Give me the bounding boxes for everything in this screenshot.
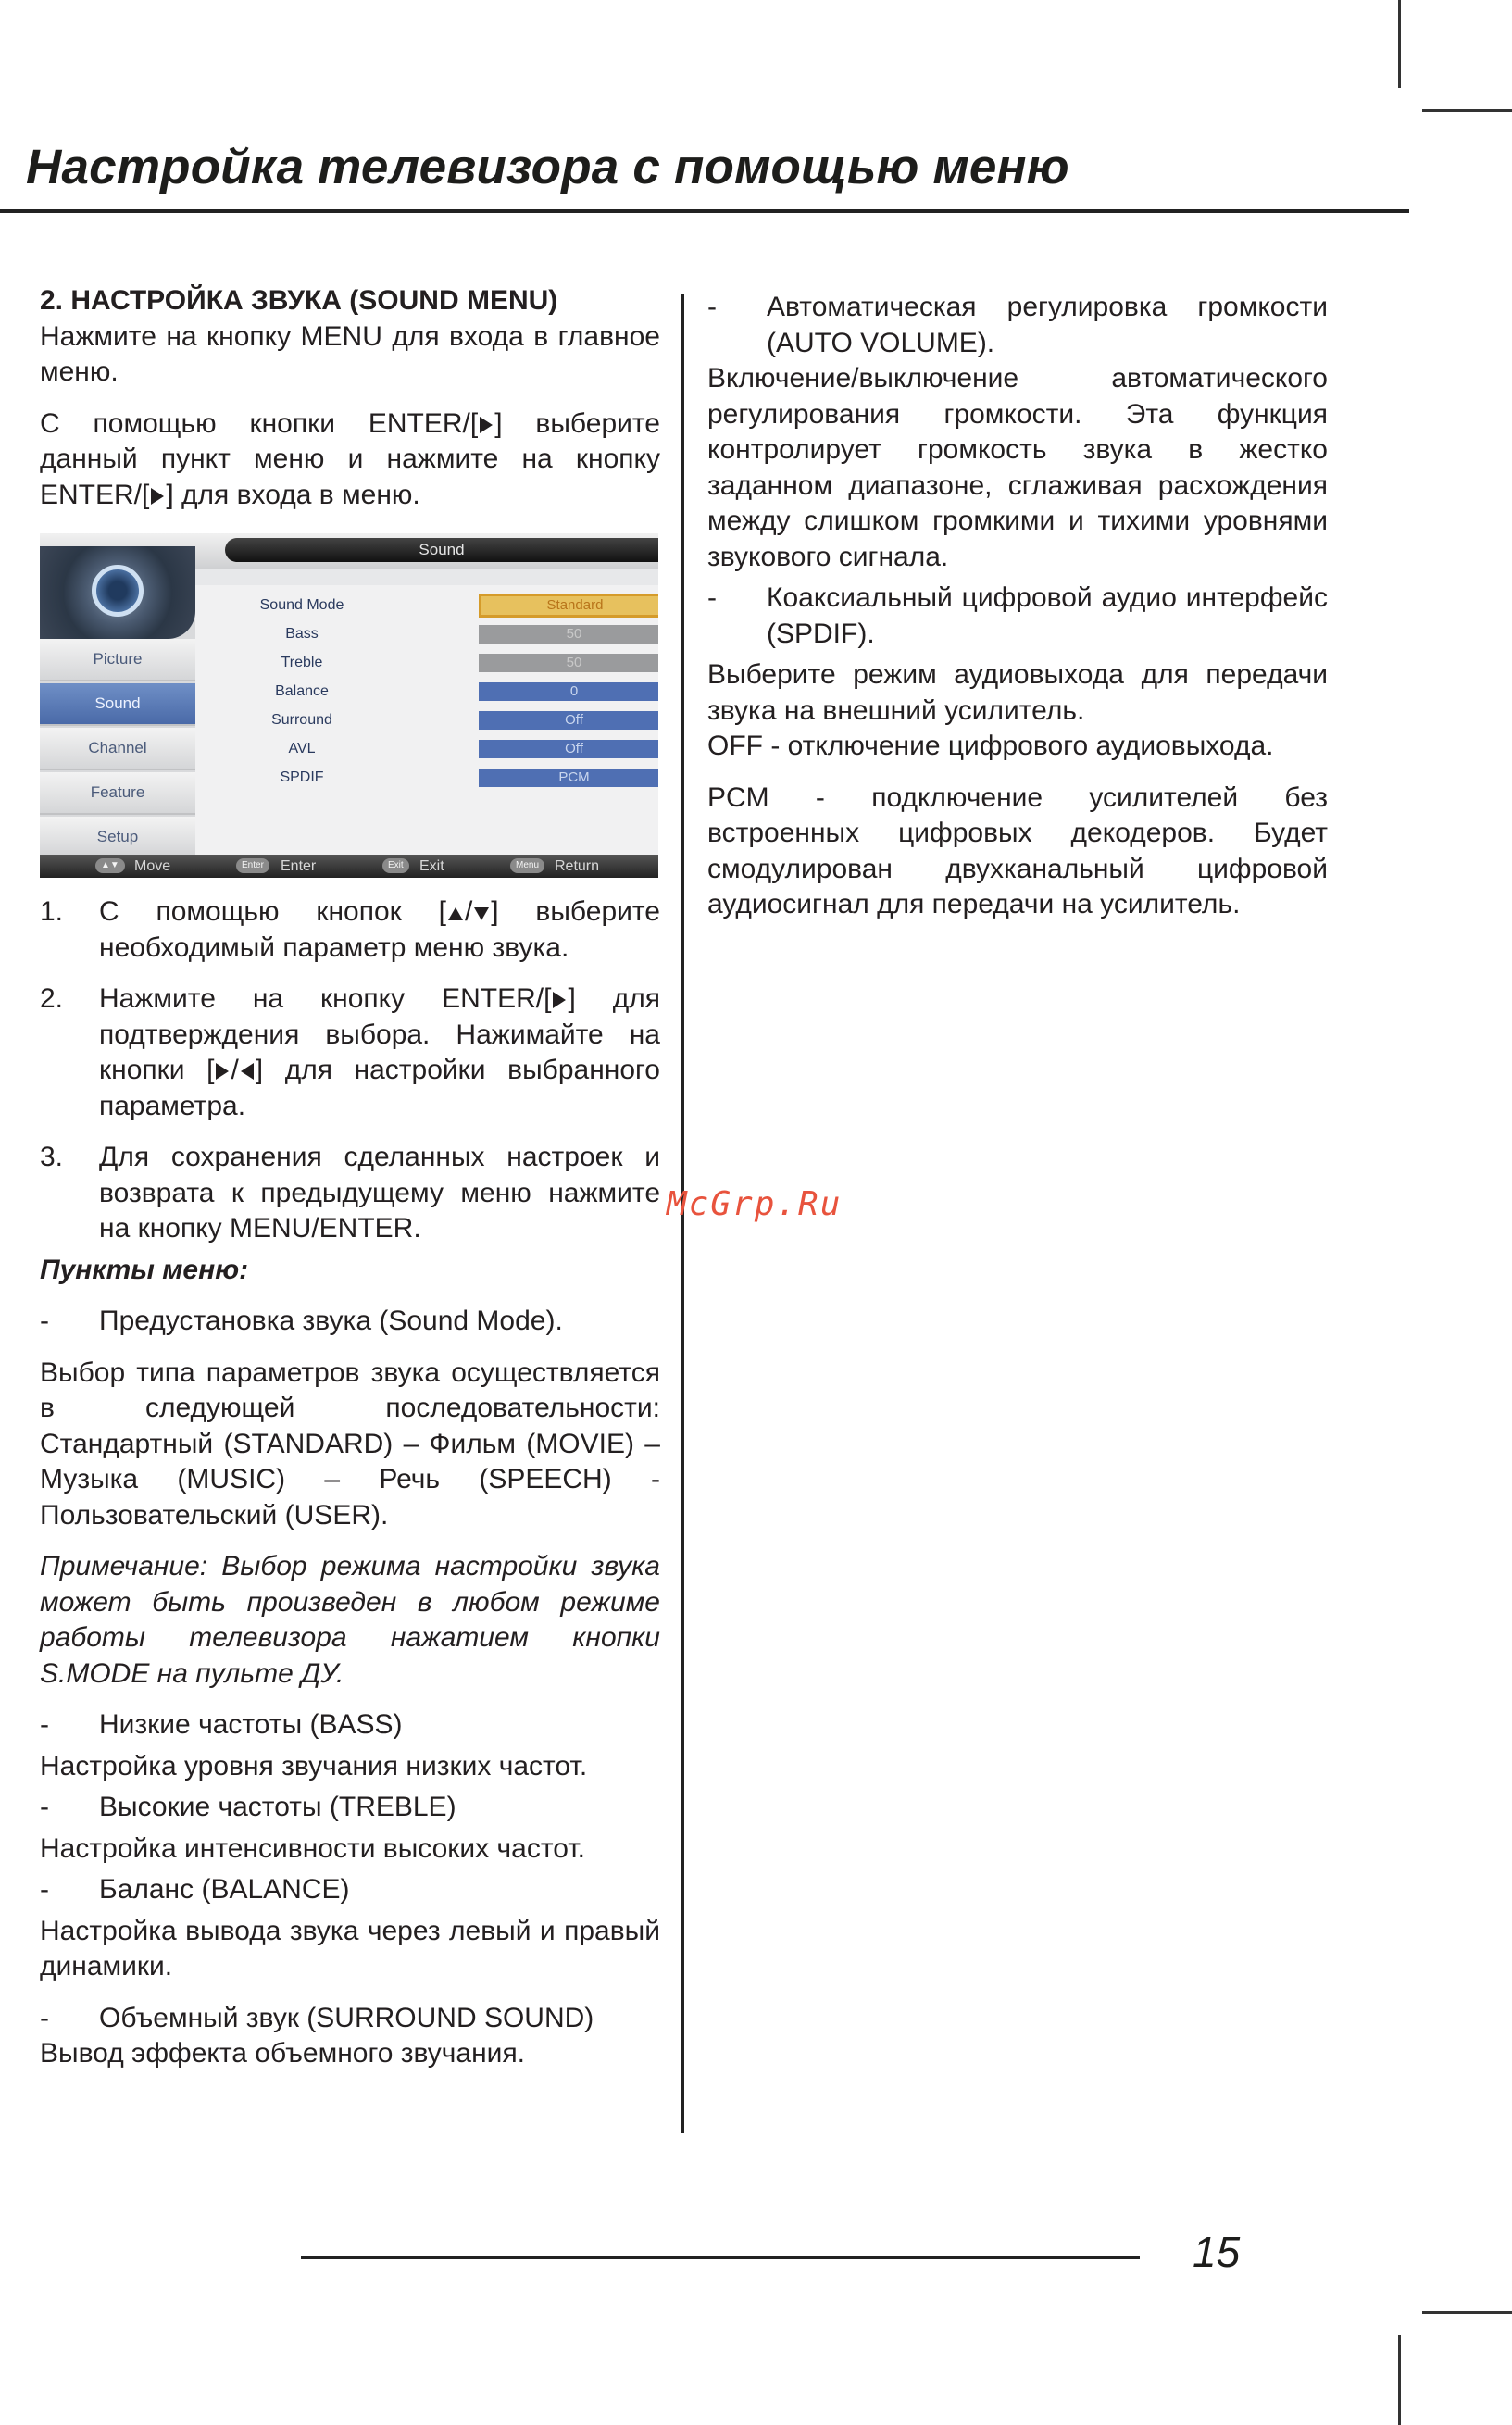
speaker-icon <box>92 565 144 617</box>
balance-description: Настройка вывода звука через левый и правый динамики. <box>40 1915 660 1981</box>
page-title: Настройка телевизора с помощью меню <box>26 140 1069 194</box>
footer-rule <box>301 2256 1140 2259</box>
item-balance <box>40 1872 660 1908</box>
move-key-icon: ▲▼ <box>95 858 125 873</box>
right-column <box>707 290 1328 923</box>
tv-content <box>195 585 658 855</box>
treble-description: Настройка интенсивности высоких частот. <box>40 1832 586 1864</box>
page-number: 15 <box>1193 2228 1241 2276</box>
exit-key-icon: Exit <box>382 858 409 873</box>
text: / <box>464 896 473 927</box>
bass-description: Настройка уровня звучания низких частот. <box>40 1750 588 1781</box>
text: Нажмите на кнопку ENTER/[ <box>99 983 552 1014</box>
step-2 <box>40 981 660 1124</box>
left-column <box>40 283 660 2072</box>
bullet: - <box>40 1792 49 1822</box>
tv-hint-return: Return <box>555 858 600 874</box>
paragraph-menu: Нажмите на кнопку MENU для входа в главное меню. <box>40 320 660 387</box>
enter-key-icon: Enter <box>236 858 269 873</box>
spdif-pcm-description: PCM - подключение усилителей без встроенных цифровых декодеров. Будет смодулирован двухканальный цифровой аудиосигнал для передачи на усилитель. <box>707 781 1328 919</box>
item-spdif <box>707 581 1328 652</box>
text: ] для настройки выбранного параметра. <box>99 1055 660 1121</box>
tv-hint-exit: Exit <box>419 858 444 874</box>
item-surround <box>40 2001 660 2037</box>
tv-row-spdif <box>195 765 658 791</box>
tv-row-balance <box>195 679 658 705</box>
tv-row-value: Off <box>479 740 658 758</box>
paragraph-enter <box>40 406 660 514</box>
tv-row-sound-mode <box>195 593 658 619</box>
tv-row-treble <box>195 650 658 676</box>
tv-row-label: Bass <box>285 626 319 642</box>
tv-row-bass <box>195 621 658 647</box>
tv-logo <box>40 546 195 639</box>
tv-sidebar-item-channel: Channel <box>40 728 195 770</box>
tv-row-label: SPDIF <box>280 769 324 785</box>
bullet: - <box>40 1306 49 1336</box>
tv-row-value: PCM <box>479 769 658 787</box>
tv-row-label: Surround <box>271 712 332 728</box>
arrow-down-icon <box>474 907 489 920</box>
tv-sidebar-item-sound: Sound <box>40 683 195 726</box>
tv-row-surround <box>195 707 658 733</box>
watermark: McGrp.Ru <box>667 1185 843 1223</box>
tv-menu-title: Sound <box>419 541 465 558</box>
tv-row-value: 50 <box>479 625 658 644</box>
crop-mark <box>1398 2335 1401 2425</box>
item-sound-mode <box>40 1304 660 1340</box>
text: / <box>231 1055 239 1085</box>
spdif-off-description: OFF - отключение цифрового аудиовыхода. <box>707 731 1274 761</box>
tv-row-label: Balance <box>275 683 329 699</box>
arrow-right-icon <box>216 1063 229 1080</box>
text: Предустановка звука (Sound Mode). <box>99 1306 563 1336</box>
section-title: 2. НАСТРОЙКА ЗВУКА (SOUND MENU) <box>40 285 558 316</box>
tv-row-label: Treble <box>281 655 323 670</box>
bullet: - <box>40 1709 49 1740</box>
step-number: 1. <box>40 896 64 927</box>
tv-row-value: 0 <box>479 682 658 701</box>
tv-row-label: Sound Mode <box>259 597 344 613</box>
tv-sidebar-item-picture: Picture <box>40 639 195 681</box>
sound-mode-description: Выбор типа параметров звука осуществляется в следующей последовательности: Стандартный (STANDARD) – Фильм (MOVIE) – Музыка (MUSIC) – Речь (SPEECH) - Пользовательский (USER). <box>40 1356 660 1531</box>
arrow-right-icon <box>151 488 164 505</box>
menu-items-heading: Пункты меню: <box>40 1254 249 1285</box>
tv-sidebar-item-setup: Setup <box>40 817 195 856</box>
arrow-right-icon <box>480 417 493 433</box>
tv-row-avl <box>195 736 658 762</box>
tv-row-value: 50 <box>479 654 658 672</box>
step-number: 3. <box>40 1142 64 1172</box>
text: ] выберите необходимый параметр меню звука. <box>99 896 660 963</box>
step-1 <box>40 894 660 966</box>
text: Баланс (BALANCE) <box>99 1874 350 1905</box>
item-treble <box>40 1790 660 1826</box>
tv-row-value: Standard <box>479 594 658 618</box>
tv-hint-move: Move <box>134 858 171 874</box>
arrow-right-icon <box>553 992 566 1008</box>
surround-description: Вывод эффекта объемного звучания. <box>40 2038 526 2069</box>
item-auto-volume <box>707 290 1328 361</box>
text: Автоматическая регулировка громкости (AUTO VOLUME). <box>767 292 1328 358</box>
auto-volume-description: Включение/выключение автоматического регулирования громкости. Эта функция контролирует громкость звука в жестко заданном диапазоне, сглаживая расхождения между слишком громкими и тихими уровнями звукового сигнала. <box>707 363 1328 572</box>
bullet: - <box>40 1874 49 1905</box>
spdif-description: Выберите режим аудиовыхода для передачи звука на внешний усилитель. <box>707 659 1328 726</box>
text: Низкие частоты (BASS) <box>99 1709 403 1740</box>
menu-key-icon: Menu <box>510 858 544 873</box>
item-bass <box>40 1707 660 1744</box>
crop-mark <box>1398 0 1401 88</box>
text: С помощью кнопки ENTER/[ <box>40 407 479 439</box>
text: С помощью кнопок [ <box>99 896 446 927</box>
arrow-up-icon <box>448 907 463 920</box>
text: ] для входа в меню. <box>166 479 420 510</box>
tv-row-label: AVL <box>288 741 316 756</box>
tv-row-value: Off <box>479 711 658 730</box>
crop-mark <box>1422 2311 1512 2314</box>
bullet: - <box>40 2002 49 2033</box>
text: Высокие частоты (TREBLE) <box>99 1792 456 1822</box>
tv-sidebar-item-feature: Feature <box>40 772 195 815</box>
text: Коаксиальный цифровой аудио интерфейс (SPDIF). <box>767 582 1328 649</box>
text: ] для подтверждения выбора. Нажимайте на кнопки [ <box>99 983 660 1085</box>
bullet: - <box>707 582 717 613</box>
text: Для сохранения сделанных настроек и возврата к предыдущему меню нажмите на кнопку MENU/ENTER. <box>99 1142 660 1244</box>
step-number: 2. <box>40 983 64 1014</box>
text: Объемный звук (SURROUND SOUND) <box>99 2002 594 2033</box>
crop-mark <box>1422 109 1512 112</box>
header-rule <box>0 209 1409 213</box>
arrow-left-icon <box>241 1063 254 1080</box>
tv-sound-menu-screenshot <box>40 533 658 878</box>
tv-sidebar <box>40 546 195 855</box>
note: Примечание: Выбор режима настройки звука может быть произведен в любом режиме работы телевизора нажатием кнопки S.MODE на пульте ДУ. <box>40 1551 660 1689</box>
tv-bottom-bar <box>40 855 658 878</box>
tv-hint-enter: Enter <box>281 858 317 874</box>
bullet: - <box>707 292 717 322</box>
text: ] выберите данный пункт меню и нажмите на кнопку ENTER/[ <box>40 407 660 510</box>
tv-titlebar <box>225 538 658 562</box>
step-3 <box>40 1140 660 1247</box>
